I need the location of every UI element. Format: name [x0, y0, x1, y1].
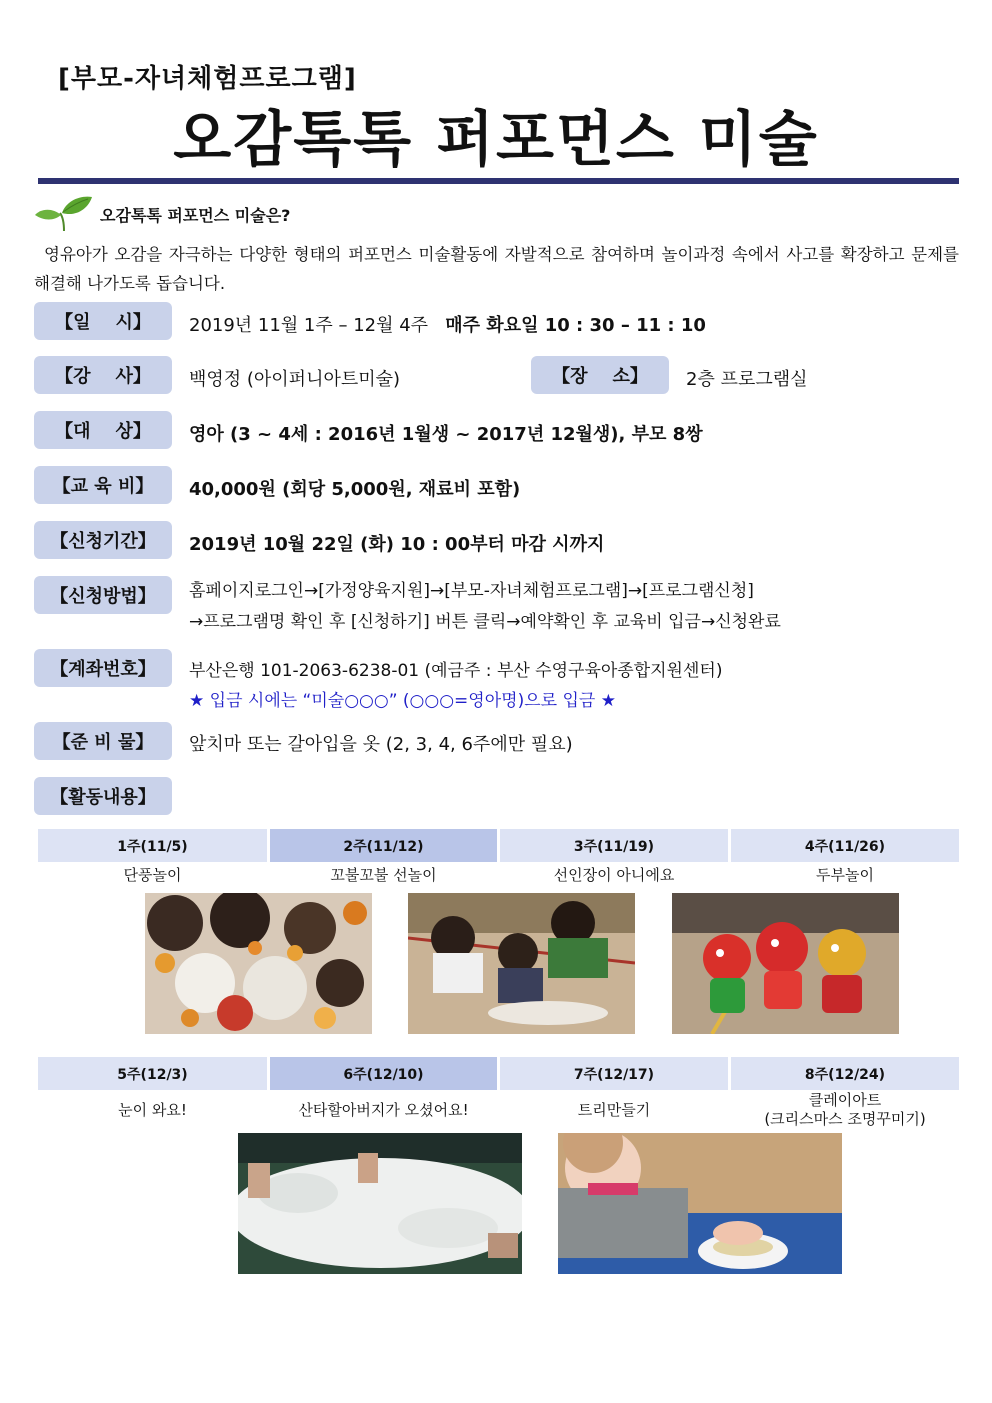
- week-header: 7주(12/17): [500, 1057, 728, 1090]
- label-instructor: 【강 사】: [34, 356, 172, 394]
- activity-name: [731, 1091, 959, 1129]
- schedule-time: 매주 화요일 10 : 30 – 11 : 10: [445, 315, 706, 336]
- title-divider: [38, 178, 959, 184]
- program-subtitle: [부모-자녀체험프로그램]: [58, 64, 357, 94]
- activity-name: 눈이 와요!: [118, 1101, 187, 1119]
- sprout-icon: [34, 193, 94, 233]
- method-line2: →프로그램명 확인 후 [신청하기] 버튼 클릭→예약확인 후 교육비 입금→신청완료: [189, 612, 781, 632]
- photo-snow-play: [238, 1133, 522, 1274]
- week-header: 4주(11/26): [731, 829, 959, 862]
- week-header: 6주(12/10): [270, 1057, 497, 1090]
- place-value: 2층 프로그램실: [686, 369, 808, 390]
- fee-value: 40,000원 (회당 5,000원, 재료비 포함): [189, 479, 521, 500]
- activity-name: 산타할아버지가 오셨어요!: [298, 1101, 469, 1119]
- prep-value: 앞치마 또는 갈아입을 옷 (2, 3, 4, 6주에만 필요): [189, 734, 573, 755]
- activity-name: 단풍놀이: [123, 866, 182, 884]
- week-header: 1주(11/5): [38, 829, 267, 862]
- week-header: 2주(11/12): [270, 829, 497, 862]
- activity-name: 꼬불꼬불 선놀이: [330, 866, 437, 884]
- schedule-value: [189, 311, 706, 337]
- label-fee: 【교 육 비】: [34, 466, 172, 504]
- photo-leaf-play: [145, 893, 372, 1034]
- account-note: ★ 입금 시에는 “미술○○○” (○○○=영아명)으로 입금 ★: [189, 691, 616, 711]
- schedule-dates: 2019년 11월 1주 – 12월 4주: [189, 315, 429, 336]
- target-value: 영아 (3 ~ 4세 : 2016년 1월생 ~ 2017년 12월생), 부모 8쌍: [189, 424, 703, 445]
- activity-name: 두부놀이: [816, 866, 874, 884]
- activity-name-line1: 클레이아트: [808, 1091, 882, 1109]
- intro-heading: 오감톡톡 퍼포먼스 미술은?: [100, 206, 291, 225]
- activity-name-line2: (크리스마스 조명꾸미기): [764, 1110, 926, 1128]
- photo-clay-art: [558, 1133, 842, 1274]
- label-activities: 【활동내용】: [34, 777, 172, 815]
- page-title: 오감톡톡 퍼포먼스 미술: [173, 105, 819, 175]
- label-place: 【장 소】: [531, 356, 669, 394]
- photo-line-play: [408, 893, 635, 1034]
- label-period: 【신청기간】: [34, 521, 172, 559]
- intro-text: 영유아가 오감을 자극하는 다양한 형태의 퍼포먼스 미술활동에 자발적으로 참여하며 놀이과정 속에서 사고를 확장하고 문제를 해결해 나가도록 돕습니다.: [34, 245, 959, 293]
- label-method: 【신청방법】: [34, 576, 172, 614]
- label-schedule: 【일 시】: [34, 302, 172, 340]
- method-line1: 홈페이지로그인→[가정양육지원]→[부모-자녀체험프로그램]→[프로그램신청]: [189, 581, 754, 601]
- account-value: 부산은행 101-2063-6238-01 (예금주 : 부산 수영구육아종합지원센터): [189, 661, 723, 681]
- label-account: 【계좌번호】: [34, 649, 172, 687]
- period-value: 2019년 10월 22일 (화) 10 : 00부터 마감 시까지: [189, 534, 605, 555]
- week-header: 3주(11/19): [500, 829, 728, 862]
- activity-name: 선인장이 아니에요: [553, 866, 675, 884]
- label-prep: 【준 비 물】: [34, 722, 172, 760]
- week-header: 8주(12/24): [731, 1057, 959, 1090]
- label-target: 【대 상】: [34, 411, 172, 449]
- activity-name: 트리만들기: [577, 1101, 651, 1119]
- week-header: 5주(12/3): [38, 1057, 267, 1090]
- photo-clay-figures: [672, 893, 899, 1034]
- instructor-value: 백영정 (아이퍼니아트미술): [189, 369, 401, 390]
